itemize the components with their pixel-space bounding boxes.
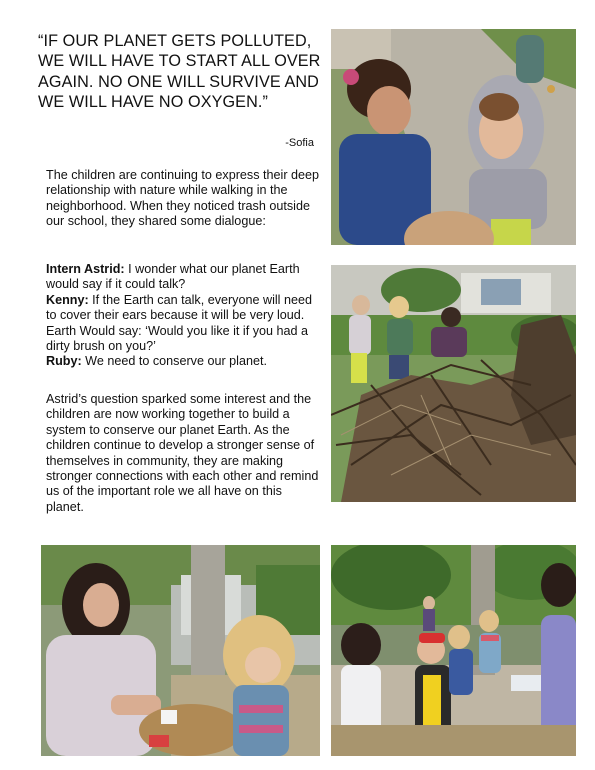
quote-attribution: -Sofia	[285, 137, 314, 149]
dialogue-text: If the Earth can talk, everyone will need to cover their ears because it will be very loud. Earth Would say: ‘Would you like it if you had a dirty brush on you?’	[46, 292, 312, 354]
pull-quote: “IF OUR PLANET GETS POLLUTED, WE WILL HAVE TO START ALL OVER AGAIN. NO ONE WILL SURVIVE AND WE WILL HAVE NO OXYGEN.”	[38, 32, 321, 112]
dialogue-line-kenny	[46, 293, 322, 355]
closing-paragraph: Astrid’s question sparked some interest and the children are now working together to build a system to conserve our planet Earth. As the children continue to develop a stronger sense of themselves in community, they are making stronger connections with each other and remind us of the important role we all have on this planet.	[46, 392, 319, 514]
dialogue-block	[46, 262, 322, 370]
speaker-name: Kenny:	[46, 292, 89, 307]
photo-children-sidewalk	[331, 29, 576, 245]
dialogue-text: I wonder what our planet Earth would say if it could talk?	[46, 262, 300, 292]
photo-children-branches	[331, 265, 576, 502]
dialogue-text: We need to conserve our planet.	[81, 354, 267, 369]
speaker-name: Ruby:	[46, 354, 82, 369]
intro-paragraph: The children are continuing to express their deep relationship with nature while walking in the neighborhood. When they noticed trash outside our school, they shared some dialogue:	[46, 168, 320, 229]
dialogue-line-ruby	[46, 354, 322, 369]
speaker-name: Intern Astrid:	[46, 262, 125, 276]
photo-group-outside	[331, 545, 576, 756]
photo-teacher-and-child	[41, 545, 320, 756]
dialogue-line-astrid	[46, 262, 322, 293]
